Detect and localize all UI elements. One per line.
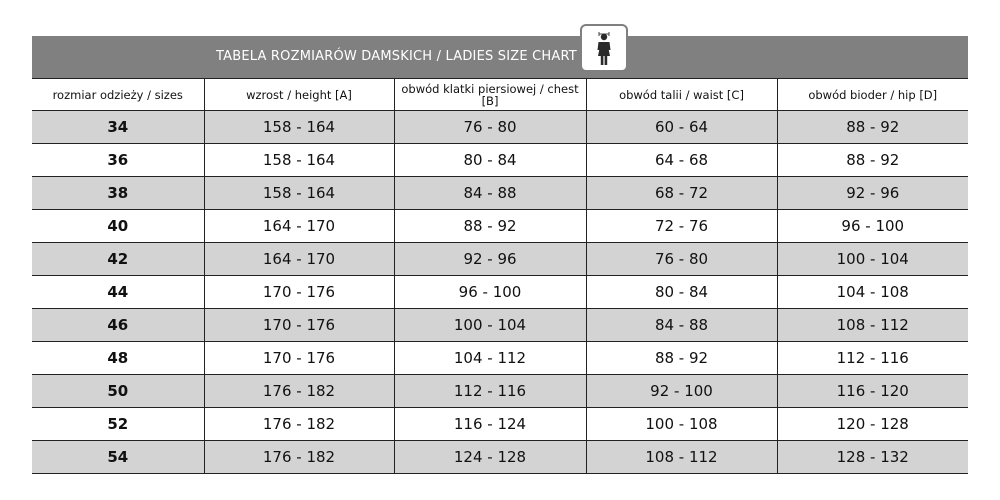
cell-size: 42 — [32, 243, 204, 276]
cell-waist: 72 - 76 — [586, 210, 777, 243]
cell-waist: 68 - 72 — [586, 177, 777, 210]
cell-waist: 100 - 108 — [586, 408, 777, 441]
cell-height: 176 - 182 — [204, 375, 394, 408]
cell-height: 158 - 164 — [204, 177, 394, 210]
cell-hip: 128 - 132 — [777, 441, 968, 474]
cell-height: 170 - 176 — [204, 276, 394, 309]
cell-height: 158 - 164 — [204, 144, 394, 177]
cell-waist: 76 - 80 — [586, 243, 777, 276]
table-row — [32, 342, 968, 375]
cell-size: 52 — [32, 408, 204, 441]
cell-chest: 100 - 104 — [394, 309, 586, 342]
cell-waist: 84 - 88 — [586, 309, 777, 342]
header-waist: obwód talii / waist [C] — [586, 79, 777, 111]
cell-height: 164 - 170 — [204, 210, 394, 243]
cell-chest: 92 - 96 — [394, 243, 586, 276]
size-table — [32, 78, 968, 474]
cell-chest: 76 - 80 — [394, 111, 586, 144]
table-row — [32, 441, 968, 474]
cell-size: 46 — [32, 309, 204, 342]
cell-hip: 92 - 96 — [777, 177, 968, 210]
cell-height: 176 - 182 — [204, 441, 394, 474]
cell-height: 158 - 164 — [204, 111, 394, 144]
header-hip: obwód bioder / hip [D] — [777, 79, 968, 111]
cell-height: 170 - 176 — [204, 309, 394, 342]
cell-chest: 112 - 116 — [394, 375, 586, 408]
cell-chest: 124 - 128 — [394, 441, 586, 474]
cell-size: 54 — [32, 441, 204, 474]
table-row — [32, 111, 968, 144]
cell-size: 36 — [32, 144, 204, 177]
cell-waist: 64 - 68 — [586, 144, 777, 177]
cell-hip: 88 - 92 — [777, 144, 968, 177]
cell-hip: 108 - 112 — [777, 309, 968, 342]
cell-chest: 80 - 84 — [394, 144, 586, 177]
table-row — [32, 276, 968, 309]
cell-height: 170 - 176 — [204, 342, 394, 375]
table-row — [32, 309, 968, 342]
cell-chest: 104 - 112 — [394, 342, 586, 375]
cell-waist: 88 - 92 — [586, 342, 777, 375]
cell-waist: 108 - 112 — [586, 441, 777, 474]
table-row — [32, 210, 968, 243]
cell-hip: 104 - 108 — [777, 276, 968, 309]
header-height: wzrost / height [A] — [204, 79, 394, 111]
woman-figure-icon — [580, 24, 628, 72]
cell-size: 44 — [32, 276, 204, 309]
cell-size: 40 — [32, 210, 204, 243]
cell-hip: 120 - 128 — [777, 408, 968, 441]
table-row — [32, 375, 968, 408]
table-row — [32, 408, 968, 441]
chart-banner — [32, 36, 968, 78]
cell-hip: 88 - 92 — [777, 111, 968, 144]
cell-size: 34 — [32, 111, 204, 144]
cell-chest: 84 - 88 — [394, 177, 586, 210]
cell-hip: 100 - 104 — [777, 243, 968, 276]
cell-waist: 92 - 100 — [586, 375, 777, 408]
table-row — [32, 177, 968, 210]
table-row — [32, 144, 968, 177]
cell-size: 38 — [32, 177, 204, 210]
woman-figure-icon-graphic — [582, 26, 626, 70]
cell-chest: 96 - 100 — [394, 276, 586, 309]
header-sizes: rozmiar odzieży / sizes — [32, 79, 204, 111]
table-body — [32, 111, 968, 474]
header-chest: obwód klatki piersiowej / chest [B] — [394, 79, 586, 111]
cell-size: 50 — [32, 375, 204, 408]
table-row — [32, 243, 968, 276]
cell-size: 48 — [32, 342, 204, 375]
cell-hip: 112 - 116 — [777, 342, 968, 375]
cell-height: 176 - 182 — [204, 408, 394, 441]
cell-chest: 116 - 124 — [394, 408, 586, 441]
cell-waist: 80 - 84 — [586, 276, 777, 309]
table-header-row — [32, 79, 968, 111]
chart-title: TABELA ROZMIARÓW DAMSKICH / LADIES SIZE CHART — [216, 49, 577, 64]
cell-waist: 60 - 64 — [586, 111, 777, 144]
cell-chest: 88 - 92 — [394, 210, 586, 243]
cell-hip: 96 - 100 — [777, 210, 968, 243]
cell-height: 164 - 170 — [204, 243, 394, 276]
cell-hip: 116 - 120 — [777, 375, 968, 408]
